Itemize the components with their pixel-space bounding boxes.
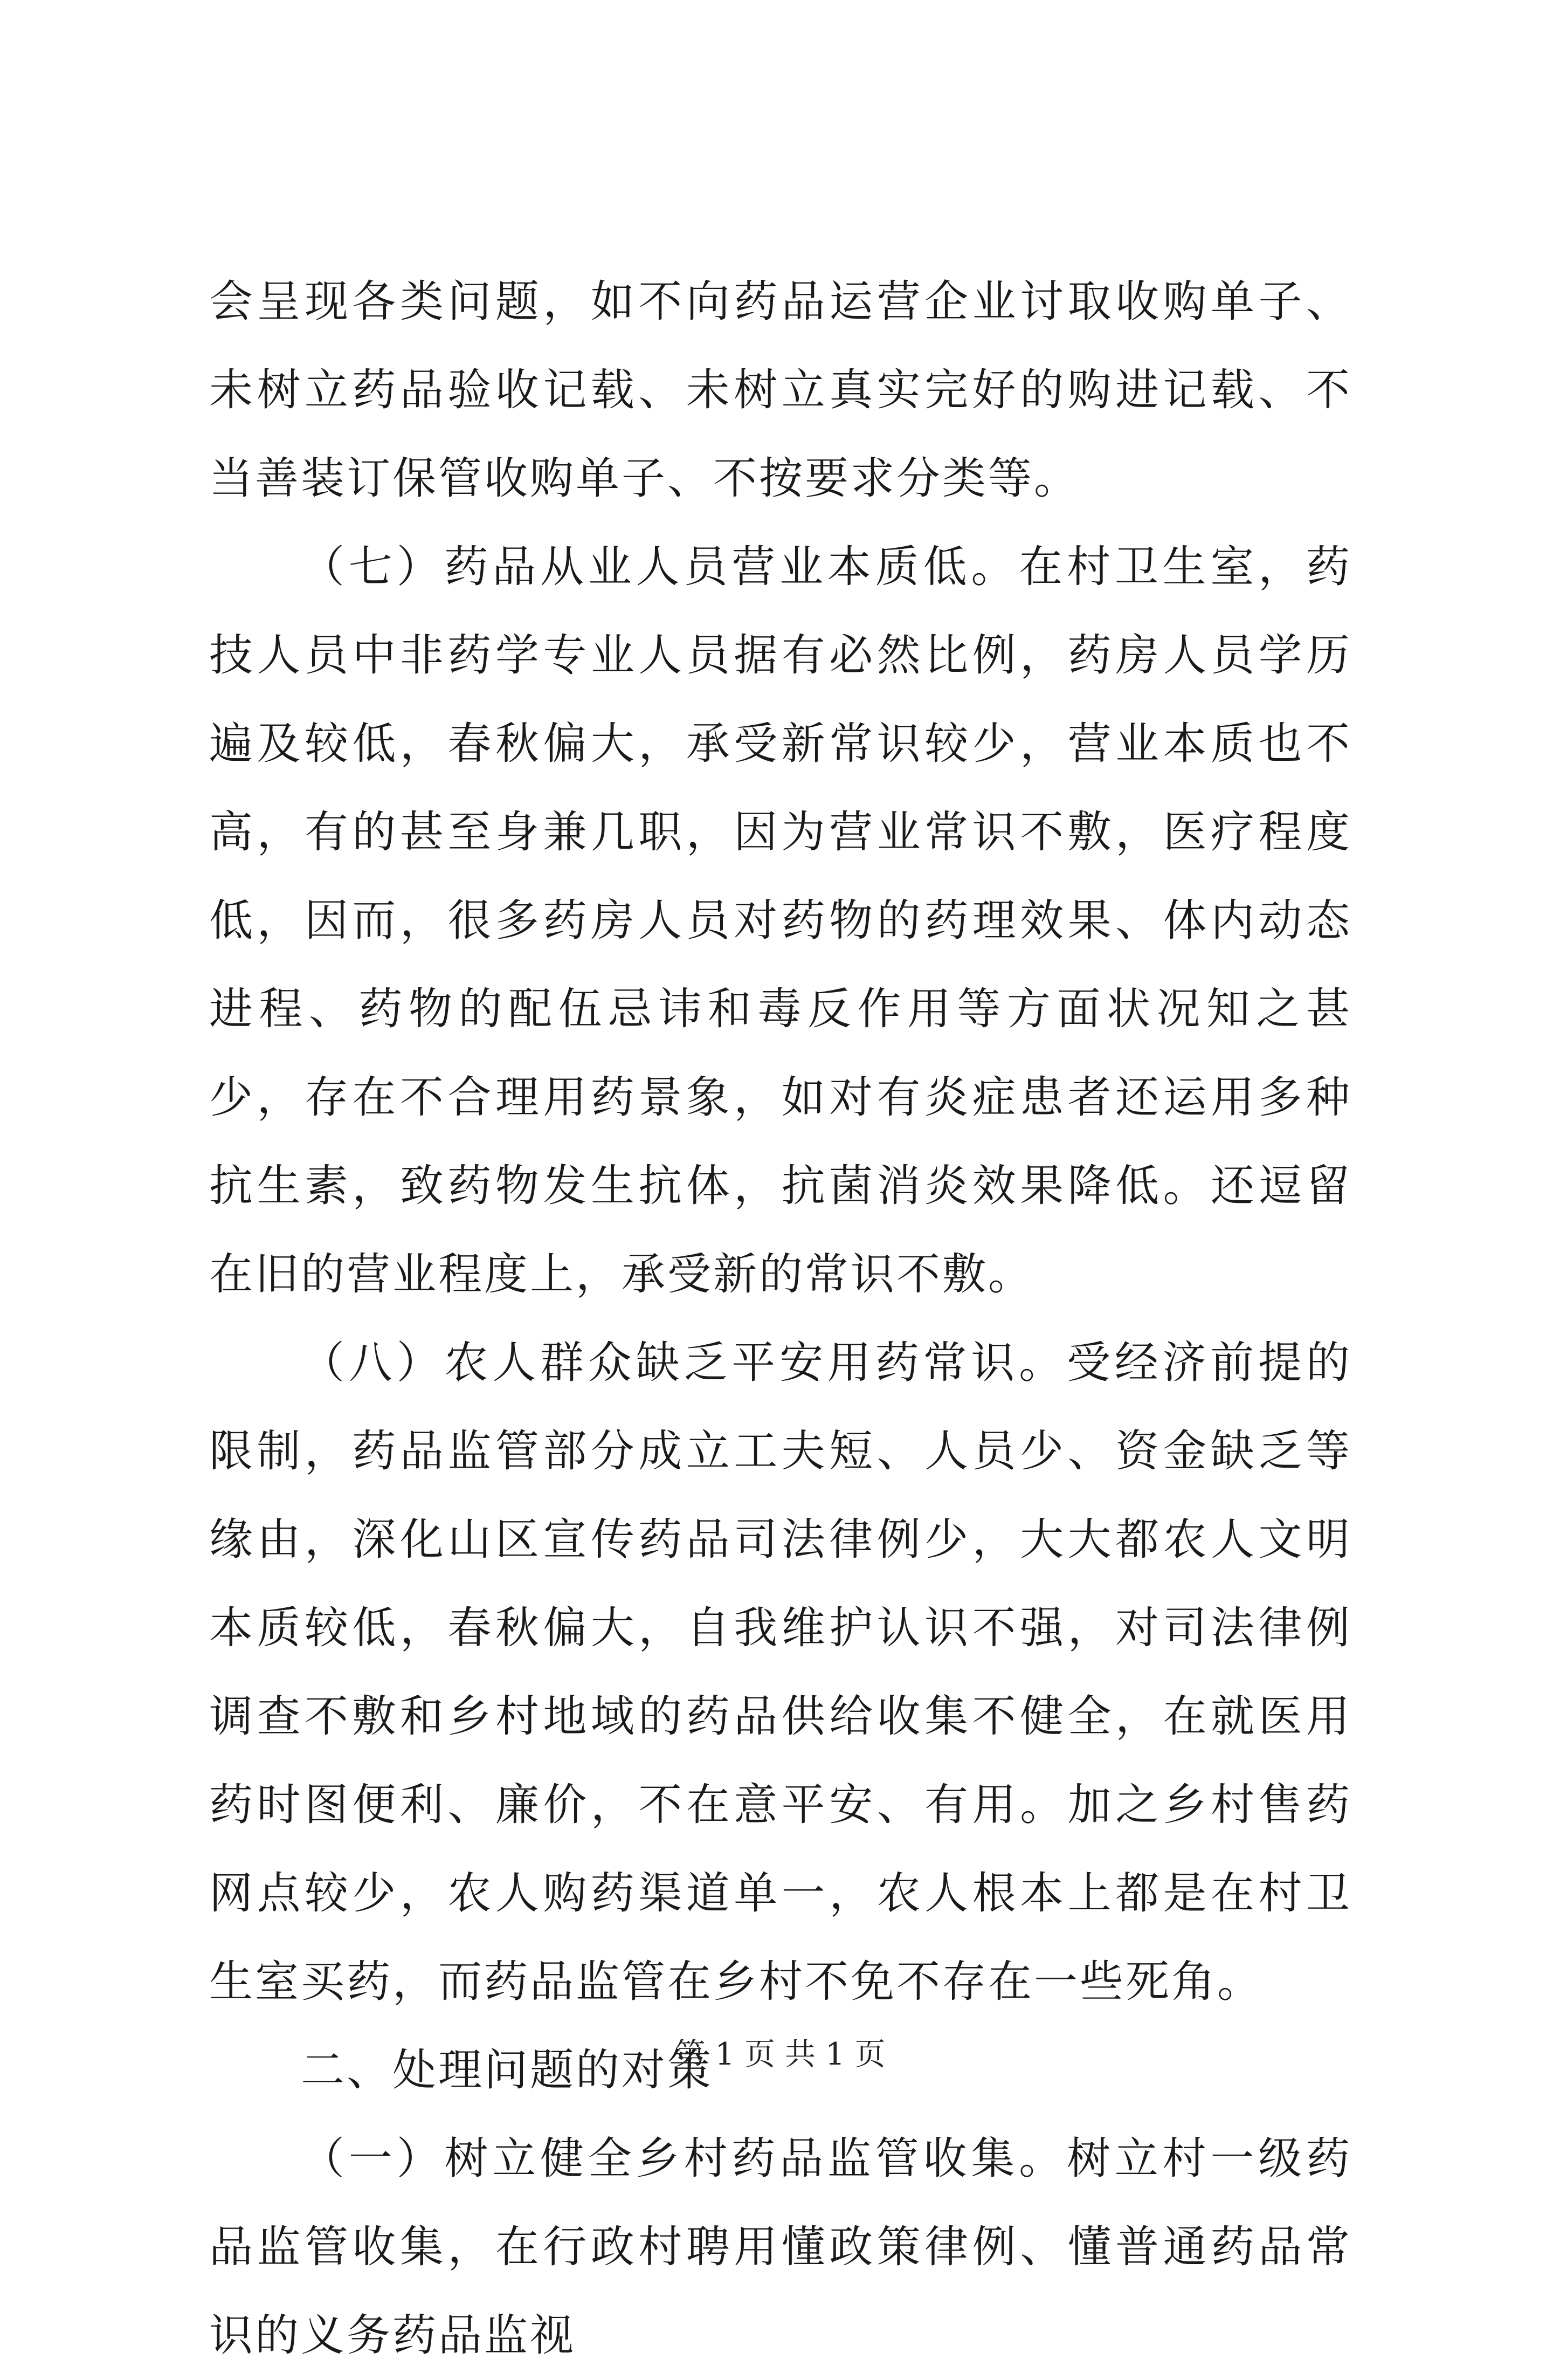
page-footer: 第 1 页 共 1 页 bbox=[674, 2037, 886, 2072]
paragraph-countermeasure-1: （一）树立健全乡村药品监管收集。树立村一级药品监管收集，在行政村聘用懂政策律例、懂普通药品常识的义务药品监视 bbox=[209, 2134, 1352, 2361]
section-heading-countermeasures: 二、处理问题的对策 bbox=[301, 2045, 714, 2096]
paragraph-section-7: （七）药品从业人员营业本质低。在村卫生室，药技人员中非药学专业人员据有必然比例，药房人员学历遍及较低，春秋偏大，承受新常识较少，营业本质也不高，有的甚至身兼几职，因为营业常识不敷，医疗程度低，因而，很多药房人员对药物的药理效果、体内动态进程、药物的配伍忌讳和毒反作用等方面状况知之甚少，存在不合理用药景象，如对有炎症患者还运用多种抗生素，致药物发生抗体，抗菌消炎效果降低。还逗留在旧的营业程度上，承受新的常识不敷。 bbox=[209, 542, 1352, 1300]
paragraph-continuation: 会呈现各类问题，如不向药品运营企业讨取收购单子、未树立药品验收记载、未树立真实完好的购进记载、不当善装订保管收购单子、不按要求分类等。 bbox=[209, 277, 1352, 504]
paragraph-section-8: （八）农人群众缺乏平安用药常识。受经济前提的限制，药品监管部分成立工夫短、人员少、资金缺乏等缘由，深化山区宣传药品司法律例少，大大都农人文明本质较低，春秋偏大，自我维护认识不强，对司法律例调查不敷和乡村地域的药品供给收集不健全，在就医用药时图便利、廉价，不在意平安、有用。加之乡村售药网点较少，农人购药渠道单一，农人根本上都是在村卫生室买药，而药品监管在乡村不免不存在一些死角。 bbox=[209, 1338, 1352, 2007]
